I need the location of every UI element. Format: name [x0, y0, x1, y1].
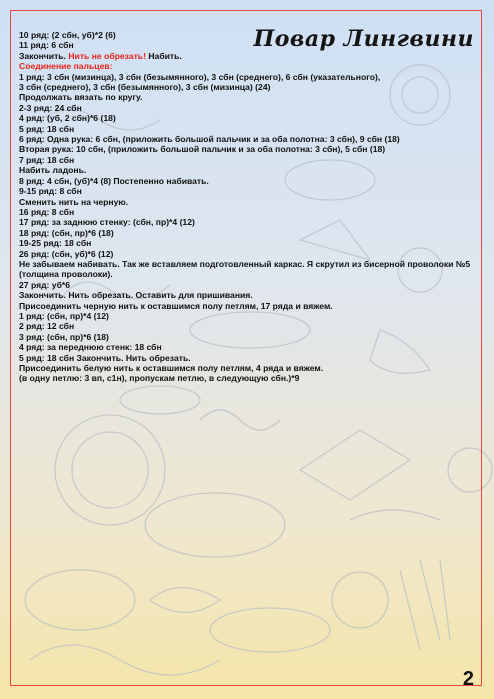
instruction-line: Не забываем набивать. Так же вставляем подготовленный каркас. Я скрутил из бисерной проволоки №5 (толщина проволоки). [19, 258, 471, 280]
instruction-line: 2 ряд: 12 сбн [19, 321, 75, 332]
instruction-line: 2-3 ряд: 24 сбн [19, 102, 82, 113]
instruction-line: 10 ряд: (2 сбн, уб)*2 (6) [19, 30, 116, 40]
instruction-line-finish [19, 51, 471, 61]
brand-title: Повар Лингвини [253, 26, 474, 52]
instruction-line: 3 ряд: (сбн, пр)*6 (18) [19, 331, 109, 342]
instruction-line: 5 ряд: 18 сбн [19, 123, 75, 134]
instruction-line: 16 ряд: 8 сбн [19, 206, 75, 217]
instruction-line: 1 ряд: (сбн, пр)*4 (12) [19, 310, 109, 321]
instruction-line: Закончить. Нить обрезать. Оставить для пришивания. [19, 290, 253, 301]
instruction-line: 1 ряд: 3 сбн (мизинца), 3 сбн (безымянного), 3 сбн (среднего), 6 сбн (указательного), [19, 71, 381, 82]
instruction-line: Продолжать вязать по кругу. [19, 92, 143, 103]
instruction-line: 26 ряд: (сбн, уб)*6 (12) [19, 248, 114, 259]
instruction-line: 18 ряд: (сбн, пр)*6 (18) [19, 227, 114, 238]
instruction-line: 8 ряд: 4 сбн, (уб)*4 (8) Постепенно набивать. [19, 175, 209, 186]
instruction-line: Набить ладонь. [19, 165, 87, 176]
instruction-line: 7 ряд: 18 сбн [19, 154, 75, 165]
instruction-line: 4 ряд: за переднюю стенк: 18 сбн [19, 342, 162, 353]
instruction-line: Присоединить белую нить к оставшимся полу петлям, 4 ряда и вяжем. [19, 363, 324, 373]
instruction-line: Присоединить черную нить к оставшимся полу петлям, 17 ряда и вяжем. [19, 300, 333, 311]
instruction-line: 19-25 ряд: 18 сбн [19, 238, 92, 249]
instruction-line: Вторая рука: 10 сбн, (приложить большой пальчик и за оба полотна: 3 сбн), 5 сбн (18) [19, 144, 386, 155]
instruction-line: 6 ряд: Одна рука: 6 сбн, (приложить большой пальчик и за оба полотна: 3 сбн), 9 сбн (18) [19, 134, 400, 145]
instruction-line: 4 ряд: (уб, 2 сбн)*6 (18) [19, 113, 116, 124]
instruction-line: 11 ряд: 6 сбн [19, 40, 74, 51]
instruction-line: 17 ряд: за заднюю стенку: (сбн, пр)*4 (12) [19, 217, 195, 228]
instruction-line: (в одну петлю: 3 вп, с1н), пропускам петлю, в следующую сбн.)*9 [19, 373, 300, 384]
instruction-text: Набить. [145, 50, 182, 61]
instruction-text: Закончить. [19, 50, 69, 61]
instruction-line: 5 ряд: 18 сбн Закончить. Нить обрезать. [19, 352, 191, 363]
instruction-line: Сменить нить на черную. [19, 196, 129, 207]
pattern-instructions [19, 30, 471, 384]
instruction-line: 3 сбн (среднего), 3 сбн (безымянного), 3 сбн (мизинца) (24) [19, 82, 271, 93]
instruction-line: 9-15 ряд: 8 сбн [19, 186, 82, 197]
instruction-line: 27 ряд: уб*6 [19, 279, 71, 290]
warning-highlight: Нить не обрезать! [68, 50, 146, 61]
page-number: 2 [462, 668, 474, 690]
section-heading: Соединение пальцев: [19, 61, 113, 72]
